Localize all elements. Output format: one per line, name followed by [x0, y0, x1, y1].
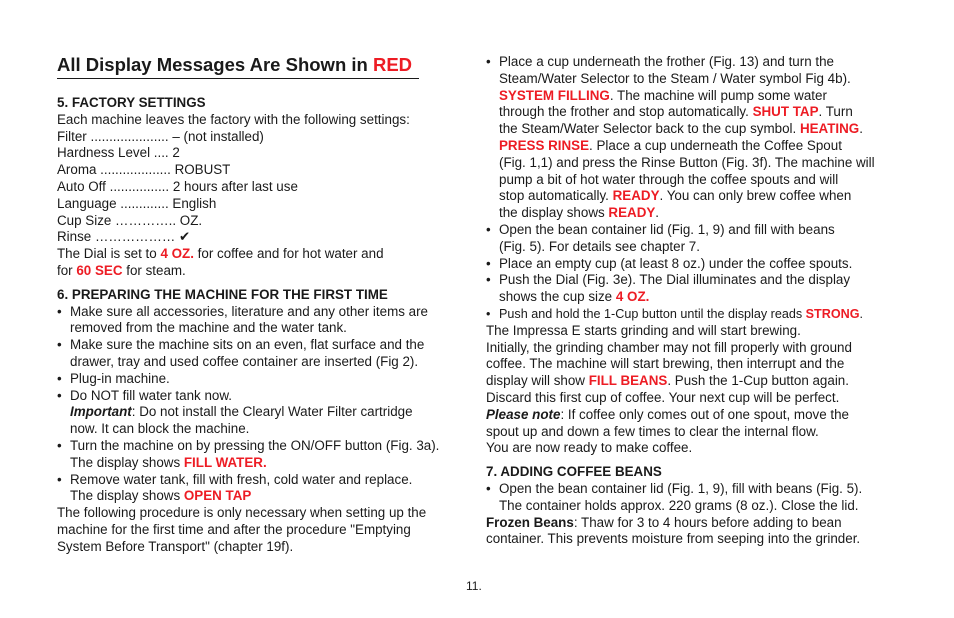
factory-settings-heading: 5. FACTORY SETTINGS — [57, 95, 206, 110]
setting-hardness: Hardness Level .... 2 — [57, 145, 180, 161]
setting-cup-size: Cup Size ………….. OZ. — [57, 212, 203, 228]
list-item: • Remove water tank, fill with fresh, cold water and replace. The display shows OPEN TAP — [57, 472, 462, 506]
page-title: All Display Messages Are Shown in RED — [57, 53, 419, 79]
list-item: • Push and hold the 1-Cup button until the display reads STRONG. — [486, 306, 906, 323]
list-item: • Make sure all accessories, literature and any other items are removed from the machine and the water tank. — [57, 304, 462, 338]
dial-setting-line-1: The Dial is set to 4 OZ. for coffee and for hot water and — [57, 246, 384, 262]
frozen-beans-note: Frozen Beans: Thaw for 3 to 4 hours before adding to bean container. This prevents moisture from seeping into the grinder. — [486, 514, 861, 547]
brewing-paragraph: The Impressa E starts grinding and will start brewing. Initially, the grinding chamber may not fill properly with ground coffee. The machine will start brewing, then interrupt and the display will show FILL BEANS. Push the 1-Cup button again. Discard this first cup of coffee. Your next cup will be perfect. Please note: If coffee only comes out of one spout, move the spout up and down a few times to clear the internal flow. You are now ready to make coffee. — [486, 322, 852, 456]
setting-rinse: Rinse ……………… ✔ — [57, 229, 191, 245]
preparing-heading: 6. PREPARING THE MACHINE FOR THE FIRST TIME — [57, 286, 388, 302]
list-item: • Make sure the machine sits on an even, flat surface and the drawer, tray and used coffee container are inserted (Fig 2). — [57, 337, 462, 371]
list-item: • Turn the machine on by pressing the ON/OFF button (Fig. 3a). The display shows FILL WATER. — [57, 438, 462, 472]
setting-filter: Filter ..................... – (not installed) — [57, 128, 264, 144]
factory-settings-intro: Each machine leaves the factory with the following settings: — [57, 111, 410, 127]
list-item: • Plug-in machine. — [57, 371, 462, 388]
setting-language: Language ............. English — [57, 195, 217, 211]
page-number: 11. — [466, 579, 482, 593]
list-item: • Place an empty cup (at least 8 oz.) under the coffee spouts. — [486, 256, 906, 273]
right-column — [486, 54, 906, 548]
procedure-note: The following procedure is only necessary when setting up the machine for the first time and after the procedure "Emptying System Before Transport" (chapter 19f). — [57, 505, 427, 554]
setting-auto-off: Auto Off ................ 2 hours after last use — [57, 178, 298, 194]
title-red-word: RED — [372, 54, 413, 75]
dial-setting-line-2: for 60 SEC for steam. — [57, 262, 186, 278]
list-item: • Do NOT fill water tank now. Important: Do not install the Clearyl Water Filter cartridge now. It can block the machine. — [57, 388, 462, 438]
list-item: • Place a cup underneath the frother (Fig. 13) and turn the Steam/Water Selector to the Steam / Water symbol Fig 4b). SYSTEM FILLING. The machine will pump some water through the frother and stop automatically. SHUT TAP. Turn the Steam/Water Selector back to the cup symbol. HEATING. PRESS RINSE. Place a cup underneath the Coffee Spout (Fig. 1,1) and press the Rinse Button (Fig. 3f). The machine will pump a bit of hot water through the coffee spouts and will stop automatically. READY. You can only brew coffee when the display shows READY. — [486, 54, 906, 222]
important-label: Important — [70, 404, 132, 420]
list-item: • Push the Dial (Fig. 3e). The Dial illuminates and the display shows the cup size 4 OZ. — [486, 272, 906, 306]
frozen-beans-label: Frozen Beans — [486, 514, 574, 530]
please-note-label: Please note — [486, 406, 561, 422]
left-column — [57, 95, 462, 556]
list-item: • Open the bean container lid (Fig. 1, 9), fill with beans (Fig. 5). The container holds approx. 220 grams (8 oz.). Close the lid. — [486, 481, 906, 515]
adding-beans-heading: 7. ADDING COFFEE BEANS — [486, 464, 662, 480]
setting-aroma: Aroma ................... ROBUST — [57, 162, 231, 178]
list-item: • Open the bean container lid (Fig. 1, 9) and fill with beans (Fig. 5). For details see chapter 7. — [486, 222, 906, 256]
